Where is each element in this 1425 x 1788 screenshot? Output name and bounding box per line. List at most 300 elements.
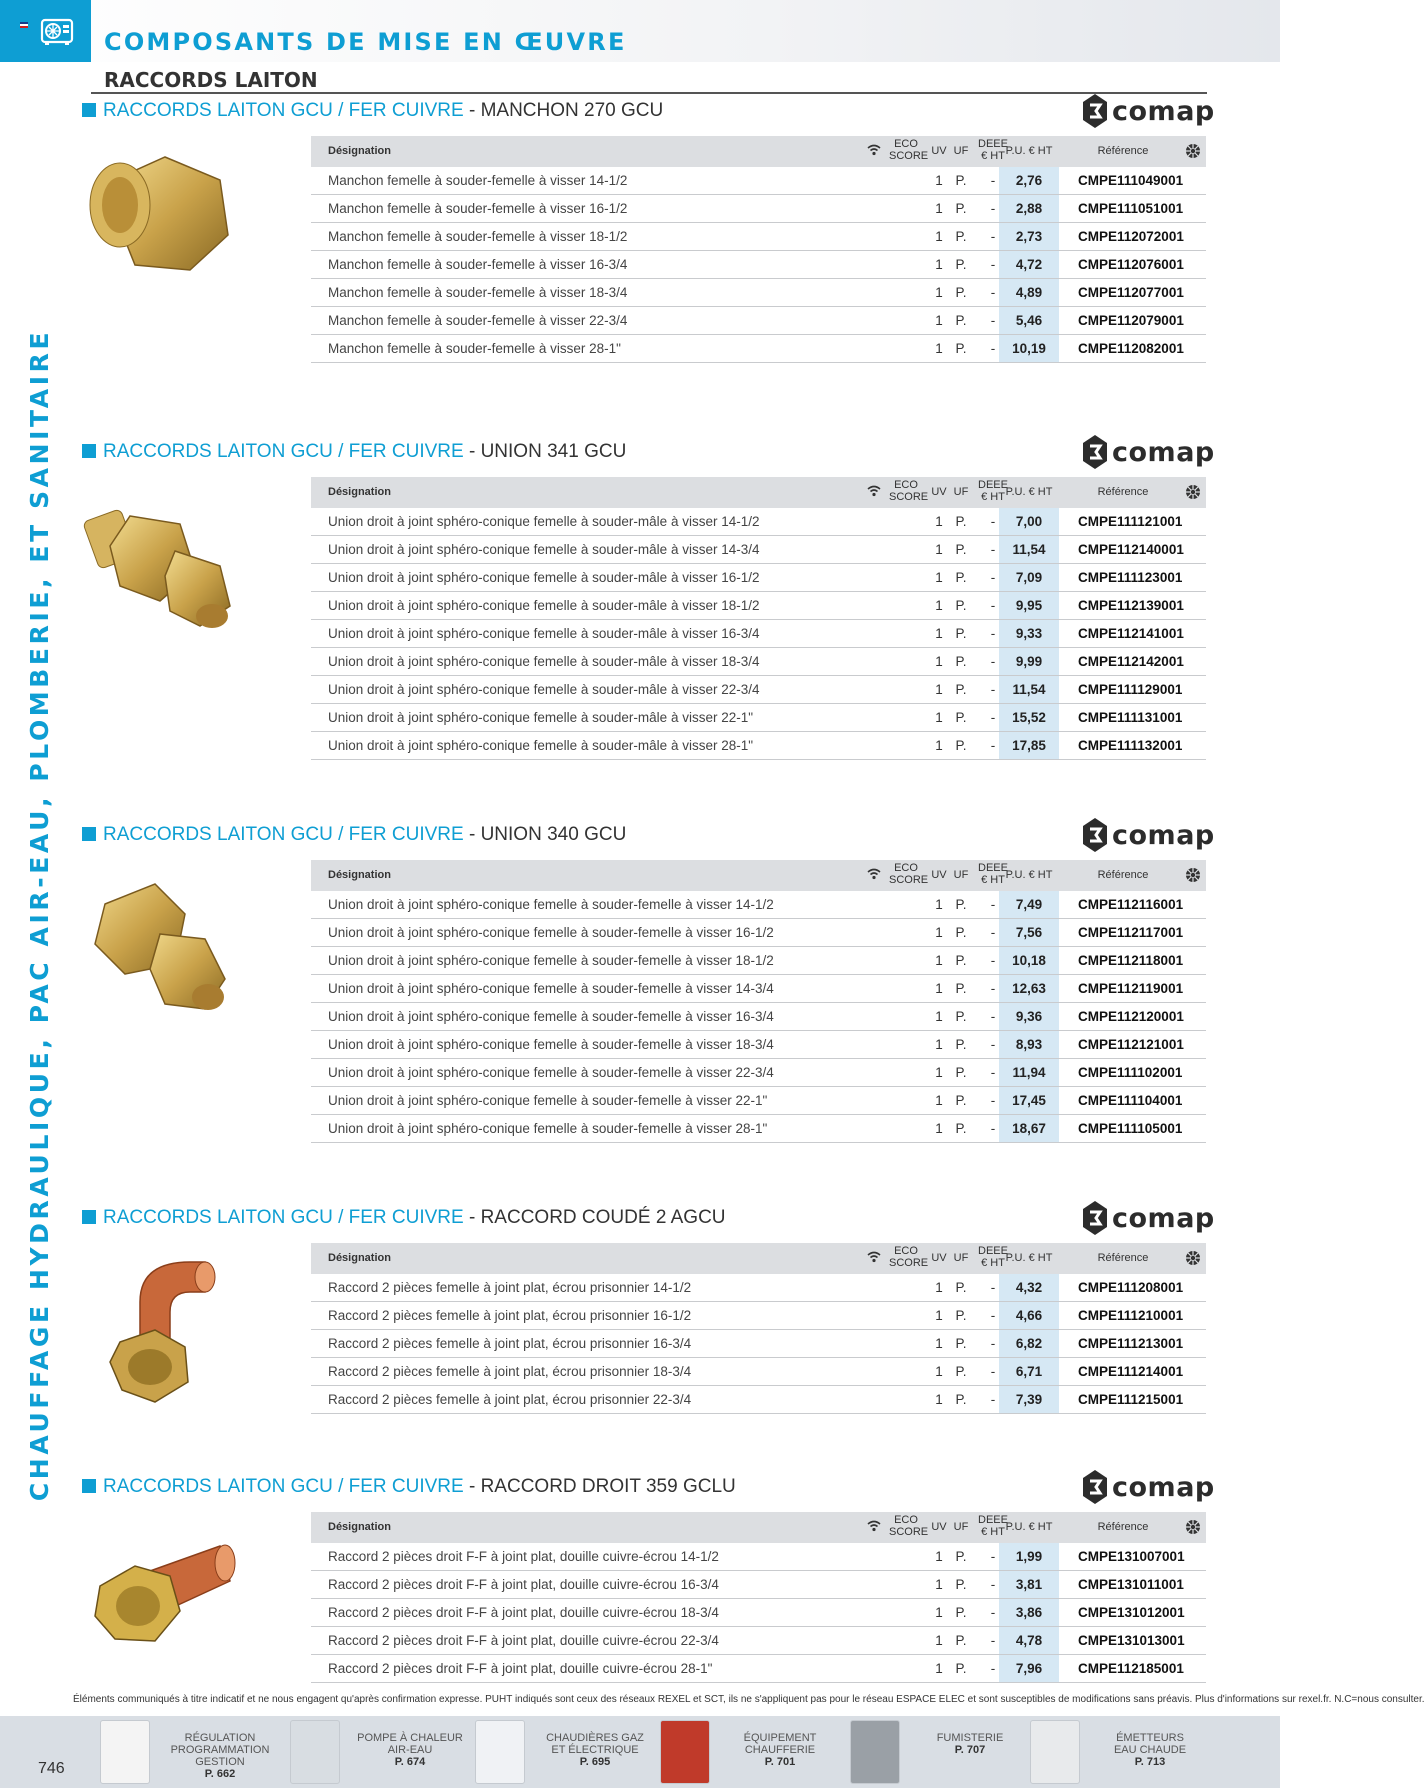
price-cell: 2,73 [999, 223, 1059, 250]
brand-logo [1082, 1198, 1215, 1238]
price-cell: 11,94 [999, 1059, 1059, 1086]
designation-cell: Union droit à joint sphéro-conique femelle à souder-mâle à visser 16-1/2 [328, 570, 760, 585]
deee-cell: - [990, 1093, 996, 1108]
reference-cell[interactable]: CMPE112139001 [1078, 598, 1184, 613]
footer-label [1090, 1732, 1210, 1768]
footer-label [720, 1732, 840, 1768]
eco-score-wifi-icon [867, 1251, 881, 1263]
uv-cell: 1 [935, 981, 943, 996]
deee-cell: - [990, 1280, 996, 1295]
brand-logo [1082, 815, 1215, 855]
table-row[interactable] [311, 1087, 1206, 1115]
brand-logo [1082, 1467, 1215, 1507]
designation-cell: Manchon femelle à souder-femelle à visser 16-3/4 [328, 257, 628, 272]
uf-cell: P. [955, 542, 967, 557]
uv-cell: 1 [935, 257, 943, 272]
table-row[interactable] [311, 975, 1206, 1003]
uf-cell: P. [955, 1065, 967, 1080]
gear-icon [1185, 1250, 1201, 1266]
price-cell: 7,09 [999, 564, 1059, 591]
uf-cell: P. [955, 598, 967, 613]
uf-cell: P. [955, 1549, 967, 1564]
reference-cell[interactable]: CMPE112079001 [1078, 313, 1184, 328]
uv-cell: 1 [935, 710, 943, 725]
col-reference: Référence [1097, 1521, 1149, 1533]
col-wifi [867, 485, 881, 500]
table-row[interactable] [311, 508, 1206, 536]
price-cell: 7,96 [999, 1655, 1059, 1682]
reference-cell[interactable]: CMPE111208001 [1078, 1280, 1184, 1295]
uv-cell: 1 [935, 1661, 943, 1676]
table-row[interactable] [311, 947, 1206, 975]
price-cell: 7,56 [999, 919, 1059, 946]
bullet-square-icon [82, 827, 96, 841]
brand-logo [1082, 432, 1215, 472]
table-row[interactable] [311, 1386, 1206, 1414]
eco-score-wifi-icon [867, 144, 881, 156]
col-designation: Désignation [328, 1252, 391, 1264]
uv-cell: 1 [935, 173, 943, 188]
uf-cell: P. [955, 1336, 967, 1351]
table-row[interactable] [311, 1358, 1206, 1386]
section-title [82, 441, 626, 463]
footer-page: P. 707 [954, 1744, 986, 1756]
table-row[interactable] [311, 1003, 1206, 1031]
product-image [80, 1242, 240, 1412]
table-row[interactable] [311, 732, 1206, 760]
designation-cell: Union droit à joint sphéro-conique femelle à souder-femelle à visser 22-1" [328, 1093, 768, 1108]
table-row[interactable] [311, 592, 1206, 620]
brand-name: comap [1112, 436, 1215, 468]
designation-cell: Raccord 2 pièces femelle à joint plat, écrou prisonnier 16-3/4 [328, 1336, 692, 1351]
uv-cell: 1 [935, 1633, 943, 1648]
deee-cell: - [990, 1633, 996, 1648]
table-header [311, 1512, 1206, 1543]
designation-cell: Union droit à joint sphéro-conique femelle à souder-mâle à visser 14-3/4 [328, 542, 760, 557]
footer-line2: CHAUFFERIE [744, 1744, 816, 1756]
price-cell: 9,95 [999, 592, 1059, 619]
reference-cell[interactable]: CMPE112077001 [1078, 285, 1184, 300]
page-title: COMPOSANTS DE MISE EN ŒUVRE [104, 28, 627, 56]
designation-cell: Union droit à joint sphéro-conique femelle à souder-femelle à visser 14-1/2 [328, 897, 774, 912]
section-title-main: RACCORDS LAITON GCU / FER CUIVRE [103, 824, 464, 845]
gear-icon [1185, 1519, 1201, 1535]
section-title [82, 824, 626, 846]
subtitle-divider [91, 92, 1207, 94]
designation-cell: Union droit à joint sphéro-conique femelle à souder-femelle à visser 18-3/4 [328, 1037, 774, 1052]
col-settings[interactable] [1185, 484, 1201, 503]
table-row[interactable] [311, 335, 1206, 363]
designation-cell: Union droit à joint sphéro-conique femelle à souder-mâle à visser 14-1/2 [328, 514, 760, 529]
uv-cell: 1 [935, 1308, 943, 1323]
col-reference: Référence [1097, 869, 1149, 881]
designation-cell: Union droit à joint sphéro-conique femelle à souder-femelle à visser 16-3/4 [328, 1009, 774, 1024]
col-deee-line2: € HT [981, 1257, 1005, 1269]
col-eco-score [889, 1514, 929, 1538]
section-title-main: RACCORDS LAITON GCU / FER CUIVRE [103, 1476, 464, 1497]
uf-cell: P. [955, 341, 967, 356]
product-table [311, 136, 1206, 363]
table-row[interactable] [311, 195, 1206, 223]
footer-link[interactable] [850, 1718, 1030, 1786]
comap-logo-icon [1082, 1200, 1108, 1236]
price-cell: 8,93 [999, 1031, 1059, 1058]
reference-cell[interactable]: CMPE111213001 [1078, 1336, 1184, 1351]
col-settings[interactable] [1185, 1519, 1201, 1538]
reference-cell[interactable]: CMPE111123001 [1078, 570, 1183, 585]
reference-cell[interactable]: CMPE112118001 [1078, 953, 1184, 968]
uv-cell: 1 [935, 570, 943, 585]
uf-cell: P. [955, 173, 967, 188]
uv-cell: 1 [935, 1065, 943, 1080]
uf-cell: P. [955, 514, 967, 529]
deee-cell: - [990, 285, 996, 300]
col-wifi [867, 1520, 881, 1535]
brand-name: comap [1112, 95, 1215, 127]
col-unit-price: P.U. € HT [1005, 486, 1053, 498]
footer-link[interactable] [290, 1718, 470, 1786]
deee-cell: - [990, 1605, 996, 1620]
designation-cell: Manchon femelle à souder-femelle à visser 18-3/4 [328, 285, 628, 300]
footer-page: P. 695 [579, 1756, 611, 1768]
uv-cell: 1 [935, 682, 943, 697]
comap-logo-icon [1082, 434, 1108, 470]
table-row[interactable] [311, 167, 1206, 195]
table-row[interactable] [311, 536, 1206, 564]
table-row[interactable] [311, 251, 1206, 279]
deee-cell: - [990, 598, 996, 613]
comap-logo-icon [1082, 1469, 1108, 1505]
deee-cell: - [990, 897, 996, 912]
col-uf: UF [953, 1252, 969, 1264]
deee-cell: - [990, 1392, 996, 1407]
table-row[interactable] [311, 564, 1206, 592]
col-settings[interactable] [1185, 1250, 1201, 1269]
uf-cell: P. [955, 1577, 967, 1592]
product-image [80, 859, 240, 1029]
table-row[interactable] [311, 1627, 1206, 1655]
reference-cell[interactable]: CMPE111049001 [1078, 173, 1184, 188]
price-cell: 15,52 [999, 704, 1059, 731]
footer-line3: GESTION [195, 1756, 245, 1768]
price-cell: 7,39 [999, 1386, 1059, 1413]
table-row[interactable] [311, 1599, 1206, 1627]
uf-cell: P. [955, 1392, 967, 1407]
col-designation: Désignation [328, 486, 391, 498]
reference-cell[interactable]: CMPE112140001 [1078, 542, 1184, 557]
reference-cell[interactable]: CMPE111132001 [1078, 738, 1183, 753]
designation-cell: Union droit à joint sphéro-conique femelle à souder-femelle à visser 18-1/2 [328, 953, 774, 968]
deee-cell: - [990, 257, 996, 272]
reference-cell[interactable]: CMPE112120001 [1078, 1009, 1184, 1024]
col-eco-score [889, 1245, 929, 1269]
footer-line2: PROGRAMMATION [170, 1744, 270, 1756]
uf-cell: P. [955, 1121, 967, 1136]
deee-cell: - [990, 173, 996, 188]
footer-label [160, 1732, 280, 1780]
uv-cell: 1 [935, 953, 943, 968]
col-deee-line1: DEEE [978, 138, 1008, 150]
uf-cell: P. [955, 1093, 967, 1108]
section-title-main: RACCORDS LAITON GCU / FER CUIVRE [103, 1207, 464, 1228]
uf-cell: P. [955, 897, 967, 912]
table-row[interactable] [311, 1302, 1206, 1330]
heat-pump-icon [40, 18, 74, 46]
uv-cell: 1 [935, 542, 943, 557]
footer-page: P. 701 [764, 1756, 796, 1768]
col-unit-price: P.U. € HT [1005, 145, 1053, 157]
reference-cell[interactable]: CMPE111210001 [1078, 1308, 1184, 1323]
table-row[interactable] [311, 1059, 1206, 1087]
footer-link[interactable] [475, 1718, 655, 1786]
table-row[interactable] [311, 1115, 1206, 1143]
table-row[interactable] [311, 676, 1206, 704]
deee-cell: - [990, 1364, 996, 1379]
section-title-product: - UNION 340 GCU [468, 824, 627, 845]
designation-cell: Manchon femelle à souder-femelle à visser 28-1" [328, 341, 621, 356]
price-cell: 6,82 [999, 1330, 1059, 1357]
section-title-product: - RACCORD COUDÉ 2 AGCU [468, 1207, 726, 1228]
col-uf: UF [953, 1521, 969, 1533]
footer-link[interactable] [1030, 1718, 1210, 1786]
designation-cell: Raccord 2 pièces femelle à joint plat, écrou prisonnier 16-1/2 [328, 1308, 692, 1323]
deee-cell: - [990, 1336, 996, 1351]
table-row[interactable] [311, 1031, 1206, 1059]
table-row[interactable] [311, 891, 1206, 919]
uv-cell: 1 [935, 313, 943, 328]
reference-cell[interactable]: CMPE112072001 [1078, 229, 1184, 244]
col-eco-line1: ECO [894, 138, 918, 150]
col-eco-line1: ECO [894, 479, 918, 491]
col-eco-score [889, 479, 929, 503]
footer-line2: ET ÉLECTRIQUE [551, 1744, 639, 1756]
product-table [311, 860, 1206, 1143]
uf-cell: P. [955, 257, 967, 272]
col-reference: Référence [1097, 1252, 1149, 1264]
col-designation: Désignation [328, 1521, 391, 1533]
table-row[interactable] [311, 704, 1206, 732]
reference-cell[interactable]: CMPE111104001 [1078, 1093, 1183, 1108]
designation-cell: Union droit à joint sphéro-conique femelle à souder-mâle à visser 22-3/4 [328, 682, 760, 697]
designation-cell: Raccord 2 pièces femelle à joint plat, écrou prisonnier 18-3/4 [328, 1364, 692, 1379]
deee-cell: - [990, 654, 996, 669]
col-designation: Désignation [328, 869, 391, 881]
price-cell: 6,71 [999, 1358, 1059, 1385]
price-cell: 9,36 [999, 1003, 1059, 1030]
col-uf: UF [953, 869, 969, 881]
uv-cell: 1 [935, 285, 943, 300]
uv-cell: 1 [935, 1121, 943, 1136]
reference-cell[interactable]: CMPE112076001 [1078, 257, 1184, 272]
table-row[interactable] [311, 1330, 1206, 1358]
designation-cell: Raccord 2 pièces droit F-F à joint plat, douille cuivre-écrou 22-3/4 [328, 1633, 719, 1648]
deee-cell: - [990, 1661, 996, 1676]
deee-cell: - [990, 229, 996, 244]
col-uv: UV [931, 486, 947, 498]
reference-cell[interactable]: CMPE111215001 [1078, 1392, 1184, 1407]
reference-cell[interactable]: CMPE112117001 [1078, 925, 1184, 940]
col-unit-price: P.U. € HT [1005, 869, 1053, 881]
reference-cell[interactable]: CMPE131013001 [1078, 1633, 1185, 1648]
designation-cell: Manchon femelle à souder-femelle à visser 14-1/2 [328, 173, 628, 188]
uv-cell: 1 [935, 654, 943, 669]
uv-cell: 1 [935, 229, 943, 244]
reference-cell[interactable]: CMPE111214001 [1078, 1364, 1184, 1379]
price-cell: 10,19 [999, 335, 1059, 362]
reference-cell[interactable]: CMPE112142001 [1078, 654, 1184, 669]
footer-thumbnail [850, 1720, 900, 1784]
uv-cell: 1 [935, 1037, 943, 1052]
footer-line1: FUMISTERIE [936, 1732, 1004, 1744]
price-cell: 9,99 [999, 648, 1059, 675]
reference-cell[interactable]: CMPE112082001 [1078, 341, 1184, 356]
col-settings[interactable] [1185, 143, 1201, 162]
footer-line1: CHAUDIÈRES GAZ [546, 1732, 644, 1744]
reference-cell[interactable]: CMPE111102001 [1078, 1065, 1183, 1080]
uf-cell: P. [955, 1605, 967, 1620]
uv-cell: 1 [935, 514, 943, 529]
uf-cell: P. [955, 682, 967, 697]
price-cell: 2,88 [999, 195, 1059, 222]
col-deee-line2: € HT [981, 874, 1005, 886]
table-row[interactable] [311, 1274, 1206, 1302]
table-header [311, 860, 1206, 891]
deee-cell: - [990, 542, 996, 557]
brand-name: comap [1112, 1202, 1215, 1234]
uv-cell: 1 [935, 201, 943, 216]
eco-score-wifi-icon [867, 868, 881, 880]
col-wifi [867, 144, 881, 159]
price-cell: 11,54 [999, 676, 1059, 703]
uv-cell: 1 [935, 1605, 943, 1620]
reference-cell[interactable]: CMPE112121001 [1078, 1037, 1184, 1052]
deee-cell: - [990, 341, 996, 356]
table-row[interactable] [311, 1655, 1206, 1683]
designation-cell: Raccord 2 pièces droit F-F à joint plat, douille cuivre-écrou 18-3/4 [328, 1605, 719, 1620]
footer-thumbnail [100, 1720, 150, 1784]
deee-cell: - [990, 1308, 996, 1323]
comap-logo-icon [1082, 817, 1108, 853]
deee-cell: - [990, 1037, 996, 1052]
table-row[interactable] [311, 279, 1206, 307]
footer-link[interactable] [100, 1718, 280, 1786]
product-image [80, 1511, 240, 1681]
col-designation: Désignation [328, 145, 391, 157]
uv-cell: 1 [935, 1392, 943, 1407]
col-settings[interactable] [1185, 867, 1201, 886]
table-row[interactable] [311, 919, 1206, 947]
uv-cell: 1 [935, 1364, 943, 1379]
price-cell: 10,18 [999, 947, 1059, 974]
table-row[interactable] [311, 620, 1206, 648]
col-deee-line1: DEEE [978, 862, 1008, 874]
deee-cell: - [990, 738, 996, 753]
reference-cell[interactable]: CMPE112119001 [1078, 981, 1184, 996]
designation-cell: Union droit à joint sphéro-conique femelle à souder-femelle à visser 22-3/4 [328, 1065, 774, 1080]
footer-link[interactable] [660, 1718, 840, 1786]
col-deee-line1: DEEE [978, 479, 1008, 491]
uv-cell: 1 [935, 1093, 943, 1108]
reference-cell[interactable]: CMPE111131001 [1078, 710, 1183, 725]
price-cell: 4,78 [999, 1627, 1059, 1654]
price-cell: 7,49 [999, 891, 1059, 918]
table-row[interactable] [311, 223, 1206, 251]
uf-cell: P. [955, 738, 967, 753]
table-row[interactable] [311, 648, 1206, 676]
designation-cell: Raccord 2 pièces droit F-F à joint plat, douille cuivre-écrou 28-1" [328, 1661, 713, 1676]
table-row[interactable] [311, 307, 1206, 335]
reference-cell[interactable]: CMPE111121001 [1078, 514, 1183, 529]
section-title-main: RACCORDS LAITON GCU / FER CUIVRE [103, 100, 464, 121]
price-cell: 11,54 [999, 536, 1059, 563]
col-deee-line2: € HT [981, 150, 1005, 162]
gear-icon [1185, 484, 1201, 500]
uv-cell: 1 [935, 1549, 943, 1564]
deee-cell: - [990, 710, 996, 725]
deee-cell: - [990, 925, 996, 940]
price-cell: 3,81 [999, 1571, 1059, 1598]
footer-line1: ÉMETTEURS [1116, 1732, 1184, 1744]
footer-line1: POMPE À CHALEUR [357, 1732, 463, 1744]
designation-cell: Union droit à joint sphéro-conique femelle à souder-mâle à visser 18-3/4 [328, 654, 760, 669]
designation-cell: Manchon femelle à souder-femelle à visser 22-3/4 [328, 313, 628, 328]
reference-cell[interactable]: CMPE111105001 [1078, 1121, 1183, 1136]
section-title-main: RACCORDS LAITON GCU / FER CUIVRE [103, 441, 464, 462]
footer-thumbnail [475, 1720, 525, 1784]
table-header [311, 477, 1206, 508]
deee-cell: - [990, 981, 996, 996]
price-cell: 1,99 [999, 1543, 1059, 1570]
reference-cell[interactable]: CMPE111129001 [1078, 682, 1183, 697]
uf-cell: P. [955, 1633, 967, 1648]
col-reference: Référence [1097, 145, 1149, 157]
table-row[interactable] [311, 1543, 1206, 1571]
reference-cell[interactable]: CMPE112116001 [1078, 897, 1184, 912]
uv-cell: 1 [935, 626, 943, 641]
uv-cell: 1 [935, 1577, 943, 1592]
table-row[interactable] [311, 1571, 1206, 1599]
price-cell: 4,66 [999, 1302, 1059, 1329]
col-eco-line1: ECO [894, 862, 918, 874]
product-table [311, 477, 1206, 760]
deee-cell: - [990, 626, 996, 641]
price-cell: 7,00 [999, 508, 1059, 535]
footer-thumbnail [290, 1720, 340, 1784]
deee-cell: - [990, 1065, 996, 1080]
designation-cell: Manchon femelle à souder-femelle à visser 16-1/2 [328, 201, 628, 216]
reference-cell[interactable]: CMPE112185001 [1078, 1661, 1184, 1676]
footer-label [535, 1732, 655, 1768]
col-uv: UV [931, 1252, 947, 1264]
uv-cell: 1 [935, 1336, 943, 1351]
uf-cell: P. [955, 313, 967, 328]
reference-cell[interactable]: CMPE112141001 [1078, 626, 1184, 641]
uv-cell: 1 [935, 598, 943, 613]
deee-cell: - [990, 1549, 996, 1564]
reference-cell[interactable]: CMPE111051001 [1078, 201, 1184, 216]
page-number: 746 [38, 1760, 65, 1777]
section-title [82, 1207, 726, 1229]
reference-cell[interactable]: CMPE131011001 [1078, 1577, 1184, 1592]
uf-cell: P. [955, 654, 967, 669]
reference-cell[interactable]: CMPE131007001 [1078, 1549, 1185, 1564]
product-image [80, 135, 240, 305]
reference-cell[interactable]: CMPE131012001 [1078, 1605, 1185, 1620]
price-cell: 4,72 [999, 251, 1059, 278]
col-deee-line2: € HT [981, 1526, 1005, 1538]
deee-cell: - [990, 313, 996, 328]
col-unit-price: P.U. € HT [1005, 1252, 1053, 1264]
